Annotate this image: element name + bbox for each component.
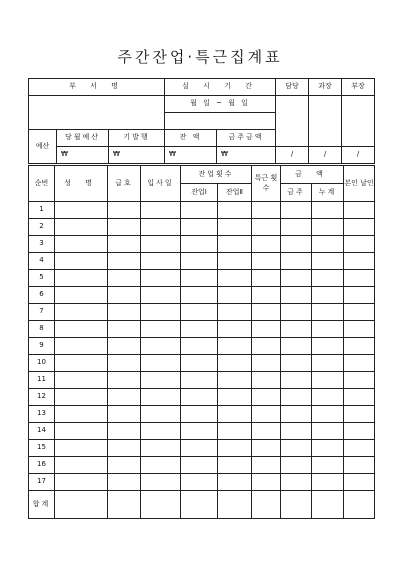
grade-cell[interactable] (108, 355, 141, 372)
budget-balance-value[interactable]: ₩ (165, 147, 217, 164)
name-cell[interactable] (55, 372, 108, 389)
document-title: 주간잔업·특근집계표 (117, 48, 283, 66)
grade-cell[interactable] (108, 304, 141, 321)
cumulative-amount-cell[interactable] (312, 372, 344, 389)
table-row (29, 236, 375, 253)
row-number: 13 (29, 406, 55, 423)
name-cell[interactable] (55, 457, 108, 474)
table-row (29, 253, 375, 270)
cumulative-amount-cell[interactable] (312, 338, 344, 355)
overtime-2-cell[interactable] (218, 355, 252, 372)
holiday-cell[interactable] (252, 202, 281, 219)
row-number: 2 (29, 219, 55, 236)
overtime-1-cell[interactable] (181, 423, 218, 440)
weekly-amount-cell[interactable] (281, 219, 312, 236)
sign-box-department-head[interactable] (342, 96, 375, 147)
cumulative-amount-cell[interactable] (312, 236, 344, 253)
hire-date-cell[interactable] (141, 457, 181, 474)
hire-date-cell[interactable] (141, 236, 181, 253)
header-amount: 금 액 (281, 166, 344, 184)
hire-date-cell[interactable] (141, 406, 181, 423)
overtime-2-cell[interactable] (218, 491, 252, 519)
grade-cell[interactable] (108, 253, 141, 270)
cumulative-amount-cell[interactable] (312, 304, 344, 321)
weekly-amount-cell[interactable] (281, 389, 312, 406)
holiday-cell[interactable] (252, 423, 281, 440)
grade-cell[interactable] (108, 457, 141, 474)
holiday-cell[interactable] (252, 440, 281, 457)
hire-date-cell[interactable] (141, 202, 181, 219)
hire-date-cell[interactable] (141, 270, 181, 287)
row-number: 11 (29, 372, 55, 389)
grade-cell[interactable] (108, 236, 141, 253)
weekly-amount-cell[interactable] (281, 321, 312, 338)
name-cell[interactable] (55, 304, 108, 321)
table-row (29, 372, 375, 389)
date-section-chief[interactable]: / (309, 147, 342, 164)
total-label: 합계 (29, 491, 55, 519)
header-hire-date: 입사일 (141, 166, 181, 202)
row-number: 5 (29, 270, 55, 287)
overtime-1-cell[interactable] (181, 253, 218, 270)
holiday-cell[interactable] (252, 219, 281, 236)
overtime-1-cell[interactable] (181, 355, 218, 372)
overtime-1-cell[interactable] (181, 219, 218, 236)
hire-date-cell[interactable] (141, 219, 181, 236)
hire-date-cell[interactable] (141, 491, 181, 519)
table-row (29, 474, 375, 491)
overtime-1-cell[interactable] (181, 304, 218, 321)
cumulative-amount-cell[interactable] (312, 474, 344, 491)
cumulative-amount-cell[interactable] (312, 321, 344, 338)
hire-date-cell[interactable] (141, 440, 181, 457)
approver-manager: 담당 (276, 79, 309, 96)
name-cell[interactable] (55, 338, 108, 355)
name-cell[interactable] (55, 355, 108, 372)
header-holiday-count: 특근 횟수 (252, 166, 281, 202)
weekly-amount-cell[interactable] (281, 253, 312, 270)
date-manager[interactable]: / (276, 147, 309, 164)
cumulative-amount-cell[interactable] (312, 406, 344, 423)
weekly-amount-cell[interactable] (281, 338, 312, 355)
row-number: 10 (29, 355, 55, 372)
confirm-cell[interactable] (344, 474, 375, 491)
row-number: 9 (29, 338, 55, 355)
overtime-2-cell[interactable] (218, 321, 252, 338)
grade-cell[interactable] (108, 287, 141, 304)
budget-weekly-value[interactable]: ₩ (217, 147, 276, 164)
hire-date-cell[interactable] (141, 423, 181, 440)
overtime-1-cell[interactable] (181, 457, 218, 474)
dept-value[interactable] (29, 96, 165, 130)
weekly-amount-cell[interactable] (281, 406, 312, 423)
overtime-1-cell[interactable] (181, 321, 218, 338)
holiday-cell[interactable] (252, 372, 281, 389)
name-cell[interactable] (55, 202, 108, 219)
confirm-cell[interactable] (344, 236, 375, 253)
row-number: 16 (29, 457, 55, 474)
name-cell[interactable] (55, 474, 108, 491)
grade-cell[interactable] (108, 372, 141, 389)
hire-date-cell[interactable] (141, 321, 181, 338)
overtime-1-cell[interactable] (181, 270, 218, 287)
sign-box-section-chief[interactable] (309, 96, 342, 147)
overtime-1-cell[interactable] (181, 202, 218, 219)
overtime-2-cell[interactable] (218, 372, 252, 389)
holiday-cell[interactable] (252, 389, 281, 406)
cumulative-amount-cell[interactable] (312, 355, 344, 372)
dept-header: 부 서 명 (29, 79, 165, 96)
grade-cell[interactable] (108, 423, 141, 440)
row-number: 15 (29, 440, 55, 457)
grade-cell[interactable] (108, 491, 141, 519)
confirm-cell[interactable] (344, 389, 375, 406)
cumulative-amount-cell[interactable] (312, 219, 344, 236)
holiday-cell[interactable] (252, 406, 281, 423)
cumulative-amount-cell[interactable] (312, 457, 344, 474)
confirm-cell[interactable] (344, 321, 375, 338)
overtime-2-cell[interactable] (218, 406, 252, 423)
budget-col-weekly: 금주금액 (217, 130, 276, 147)
name-cell[interactable] (55, 219, 108, 236)
holiday-cell[interactable] (252, 287, 281, 304)
header-cumulative: 누계 (312, 184, 344, 202)
name-cell[interactable] (55, 236, 108, 253)
holiday-cell[interactable] (252, 304, 281, 321)
grade-cell[interactable] (108, 406, 141, 423)
row-number: 12 (29, 389, 55, 406)
hire-date-cell[interactable] (141, 253, 181, 270)
row-number: 14 (29, 423, 55, 440)
grade-cell[interactable] (108, 474, 141, 491)
overtime-2-cell[interactable] (218, 253, 252, 270)
overtime-2-cell[interactable] (218, 236, 252, 253)
overtime-1-cell[interactable] (181, 406, 218, 423)
name-cell[interactable] (55, 440, 108, 457)
confirm-cell[interactable] (344, 270, 375, 287)
holiday-cell[interactable] (252, 338, 281, 355)
header-overtime-count: 잔업횟수 (181, 166, 252, 184)
holiday-cell[interactable] (252, 236, 281, 253)
grade-cell[interactable] (108, 321, 141, 338)
table-row (29, 355, 375, 372)
cumulative-amount-cell[interactable] (312, 389, 344, 406)
overtime-1-cell[interactable] (181, 236, 218, 253)
confirm-cell[interactable] (344, 440, 375, 457)
weekly-amount-cell[interactable] (281, 236, 312, 253)
budget-issued-value[interactable]: ₩ (109, 147, 165, 164)
weekly-amount-cell[interactable] (281, 372, 312, 389)
name-cell[interactable] (55, 321, 108, 338)
overtime-1-cell[interactable] (181, 338, 218, 355)
table-row (29, 202, 375, 219)
confirm-cell[interactable] (344, 287, 375, 304)
confirm-cell[interactable] (344, 406, 375, 423)
weekly-amount-cell[interactable] (281, 457, 312, 474)
holiday-cell[interactable] (252, 491, 281, 519)
grade-cell[interactable] (108, 202, 141, 219)
cumulative-amount-cell[interactable] (312, 287, 344, 304)
grade-cell[interactable] (108, 270, 141, 287)
weekly-amount-cell[interactable] (281, 474, 312, 491)
overtime-2-cell[interactable] (218, 219, 252, 236)
holiday-cell[interactable] (252, 270, 281, 287)
cumulative-amount-cell[interactable] (312, 202, 344, 219)
period-blank[interactable] (165, 113, 276, 130)
table-row (29, 423, 375, 440)
budget-col-balance: 잔 액 (165, 130, 217, 147)
confirm-cell[interactable] (344, 219, 375, 236)
name-cell[interactable] (55, 423, 108, 440)
table-row (29, 304, 375, 321)
period-header: 실 시 기 간 (165, 79, 276, 96)
table-row (29, 406, 375, 423)
header-overtime-1: 잔업Ⅰ (181, 184, 218, 202)
table-row (29, 219, 375, 236)
overtime-2-cell[interactable] (218, 202, 252, 219)
approver-section-chief: 과장 (309, 79, 342, 96)
confirm-cell[interactable] (344, 457, 375, 474)
name-cell[interactable] (55, 406, 108, 423)
overtime-2-cell[interactable] (218, 440, 252, 457)
header-no: 순번 (29, 166, 55, 202)
hire-date-cell[interactable] (141, 389, 181, 406)
header-overtime-2: 잔업Ⅱ (218, 184, 252, 202)
name-cell[interactable] (55, 491, 108, 519)
table-row (29, 457, 375, 474)
approver-department-head: 부장 (342, 79, 375, 96)
overtime-table (28, 165, 375, 519)
row-number: 8 (29, 321, 55, 338)
overtime-1-cell[interactable] (181, 474, 218, 491)
hire-date-cell[interactable] (141, 355, 181, 372)
confirm-cell[interactable] (344, 491, 375, 519)
weekly-amount-cell[interactable] (281, 491, 312, 519)
table-row (29, 287, 375, 304)
cumulative-amount-cell[interactable] (312, 491, 344, 519)
summary-table (28, 78, 375, 164)
grade-cell[interactable] (108, 440, 141, 457)
overtime-2-cell[interactable] (218, 304, 252, 321)
budget-label: 예산 (29, 130, 57, 164)
confirm-cell[interactable] (344, 372, 375, 389)
cumulative-amount-cell[interactable] (312, 253, 344, 270)
confirm-cell[interactable] (344, 202, 375, 219)
overtime-1-cell[interactable] (181, 440, 218, 457)
name-cell[interactable] (55, 253, 108, 270)
overtime-1-cell[interactable] (181, 389, 218, 406)
weekly-amount-cell[interactable] (281, 202, 312, 219)
budget-col-issued: 기발행 (109, 130, 165, 147)
row-number: 17 (29, 474, 55, 491)
holiday-cell[interactable] (252, 457, 281, 474)
period-value: 월 일 ~ 월 일 (165, 96, 276, 113)
name-cell[interactable] (55, 270, 108, 287)
cumulative-amount-cell[interactable] (312, 440, 344, 457)
table-row (29, 440, 375, 457)
row-number: 1 (29, 202, 55, 219)
overtime-2-cell[interactable] (218, 270, 252, 287)
cumulative-amount-cell[interactable] (312, 423, 344, 440)
hire-date-cell[interactable] (141, 304, 181, 321)
confirm-cell[interactable] (344, 423, 375, 440)
table-row (29, 389, 375, 406)
header-name: 성 명 (55, 166, 108, 202)
hire-date-cell[interactable] (141, 287, 181, 304)
overtime-2-cell[interactable] (218, 423, 252, 440)
row-number: 7 (29, 304, 55, 321)
holiday-cell[interactable] (252, 321, 281, 338)
holiday-cell[interactable] (252, 355, 281, 372)
weekly-amount-cell[interactable] (281, 287, 312, 304)
row-number: 3 (29, 236, 55, 253)
header-weekly: 금주 (281, 184, 312, 202)
holiday-cell[interactable] (252, 253, 281, 270)
overtime-1-cell[interactable] (181, 287, 218, 304)
hire-date-cell[interactable] (141, 338, 181, 355)
name-cell[interactable] (55, 389, 108, 406)
weekly-amount-cell[interactable] (281, 355, 312, 372)
cumulative-amount-cell[interactable] (312, 270, 344, 287)
budget-month-value[interactable]: ₩ (57, 147, 109, 164)
total-row (29, 491, 375, 519)
header-confirm: 본인 날인 (344, 166, 375, 202)
overtime-1-cell[interactable] (181, 491, 218, 519)
table-row (29, 321, 375, 338)
confirm-cell[interactable] (344, 338, 375, 355)
row-number: 6 (29, 287, 55, 304)
weekly-amount-cell[interactable] (281, 304, 312, 321)
table-row (29, 270, 375, 287)
confirm-cell[interactable] (344, 253, 375, 270)
weekly-amount-cell[interactable] (281, 423, 312, 440)
overtime-2-cell[interactable] (218, 338, 252, 355)
weekly-amount-cell[interactable] (281, 440, 312, 457)
overtime-2-cell[interactable] (218, 474, 252, 491)
header-grade: 급호 (108, 166, 141, 202)
grade-cell[interactable] (108, 219, 141, 236)
overtime-2-cell[interactable] (218, 389, 252, 406)
row-number: 4 (29, 253, 55, 270)
hire-date-cell[interactable] (141, 474, 181, 491)
hire-date-cell[interactable] (141, 372, 181, 389)
grade-cell[interactable] (108, 338, 141, 355)
confirm-cell[interactable] (344, 355, 375, 372)
overtime-2-cell[interactable] (218, 287, 252, 304)
date-department-head[interactable]: / (342, 147, 375, 164)
grade-cell[interactable] (108, 389, 141, 406)
overtime-2-cell[interactable] (218, 457, 252, 474)
table-row (29, 338, 375, 355)
weekly-amount-cell[interactable] (281, 270, 312, 287)
budget-col-month: 당월예산 (57, 130, 109, 147)
sign-box-manager[interactable] (276, 96, 309, 147)
overtime-1-cell[interactable] (181, 372, 218, 389)
holiday-cell[interactable] (252, 474, 281, 491)
confirm-cell[interactable] (344, 304, 375, 321)
name-cell[interactable] (55, 287, 108, 304)
